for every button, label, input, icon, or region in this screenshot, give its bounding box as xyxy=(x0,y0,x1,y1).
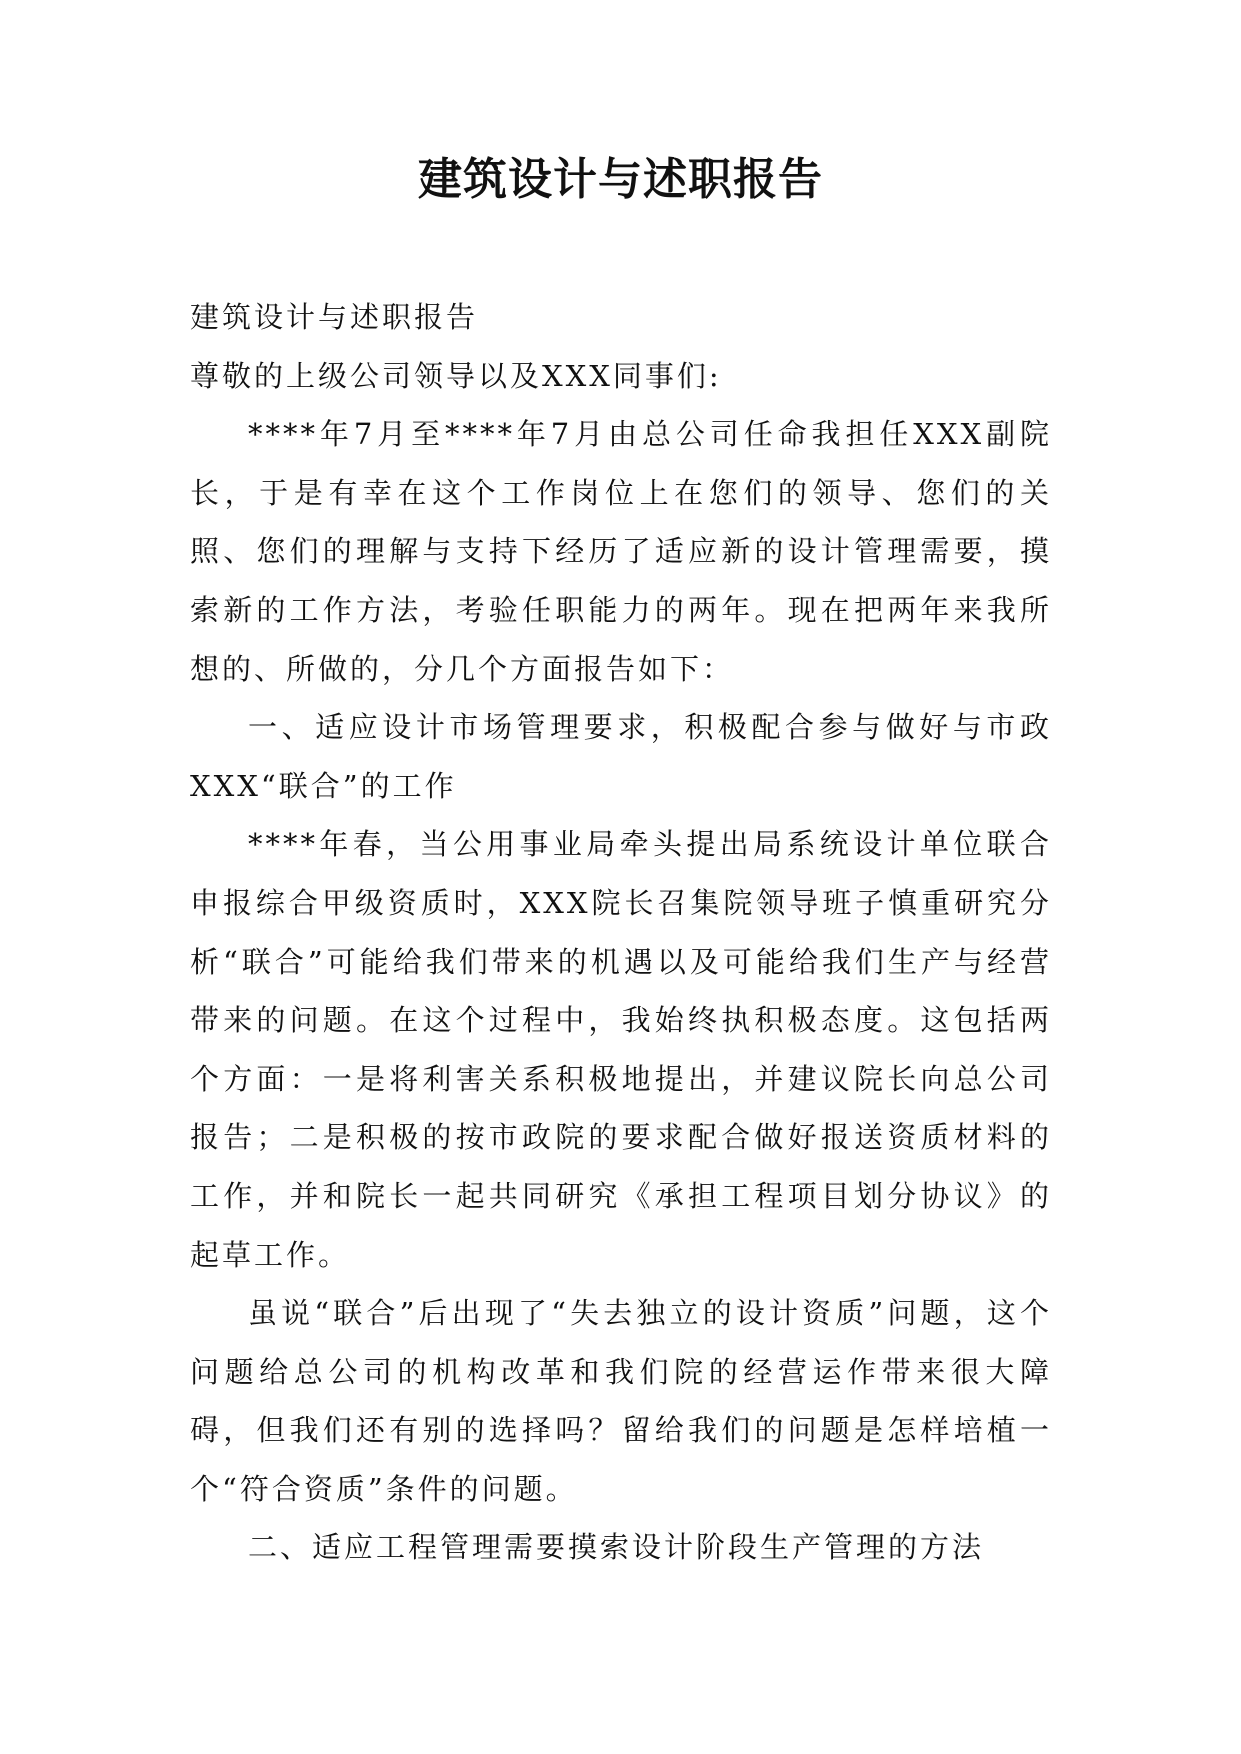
paragraph-salutation: 尊敬的上级公司领导以及XXX同事们: xyxy=(190,358,722,393)
paragraph-section-1: ****年春，当公用事业局牵头提出局系统设计单位联合申报综合甲级资质时，XXX院长召集院领导班子慎重研究分析“联合”可能给我们带来的机遇以及可能给我们生产与经营带来的问题。在这个过程中，我始终执积极态度。这包括两个方面：一是将利害关系积极地提出，并建议院长向总公司报告；二是积极的按市政院的要求配合做好报送资质材料的工作，并和院长一起共同研究《承担工程项目划分协议》的起草工作。 xyxy=(190,827,1052,1272)
paragraph-heading: 建筑设计与述职报告 xyxy=(190,300,479,334)
paragraph-section-1-conclusion: 虽说“联合”后出现了“失去独立的设计资质”问题，这个问题给总公司的机构改革和我们院的经营运作带来很大障碍，但我们还有别的选择吗？留给我们的问题是怎样培植一个“符合资质”条件的问题。 xyxy=(190,1296,1052,1506)
paragraph-intro: ****年7月至****年7月由总公司任命我担任XXX副院长，于是有幸在这个工作岗位上在您们的领导、您们的关照、您们的理解与支持下经历了适应新的设计管理需要，摸索新的工作方法，考验任职能力的两年。现在把两年来我所想的、所做的，分几个方面报告如下： xyxy=(190,417,1052,686)
document-body xyxy=(190,288,1052,1577)
section-heading-1: 一、适应设计市场管理要求，积极配合参与做好与市政XXX“联合”的工作 xyxy=(190,710,1052,803)
document-title: 建筑设计与述职报告 xyxy=(418,154,823,205)
section-heading-2: 二、适应工程管理需要摸索设计阶段生产管理的方法 xyxy=(248,1530,985,1565)
